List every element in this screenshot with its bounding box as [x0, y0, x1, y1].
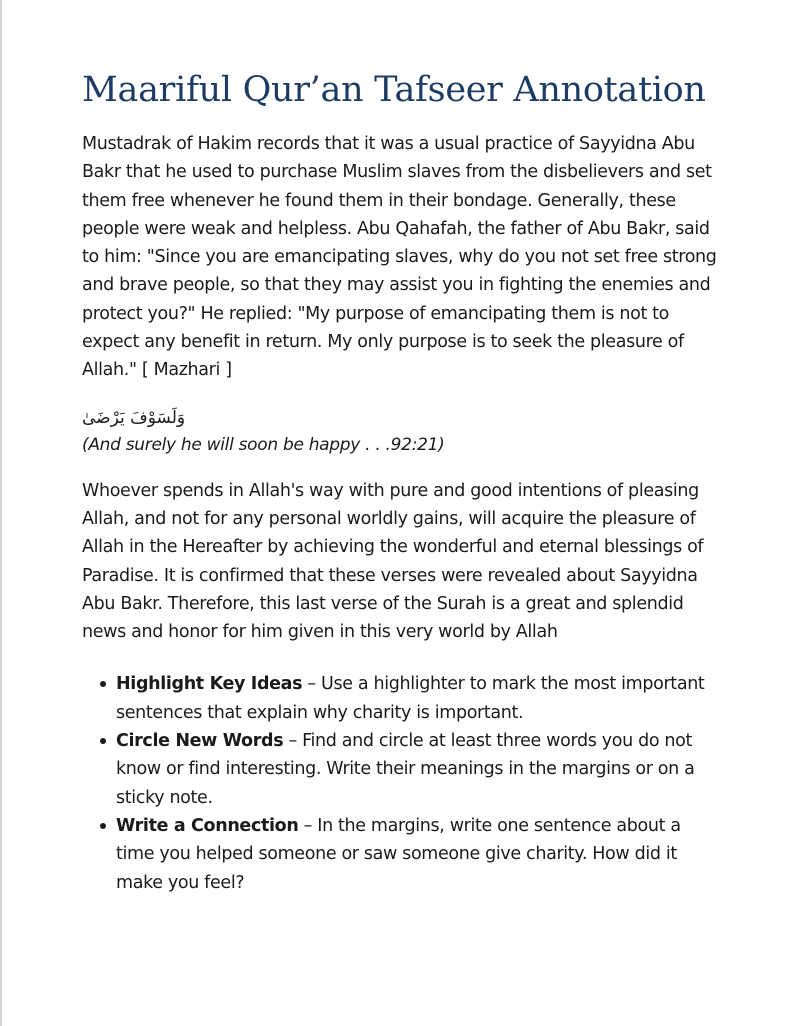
page-title: Maariful Qur’an Tafseer Annotation	[82, 70, 706, 110]
task-item-connection	[116, 812, 718, 897]
task-text: – Use a highlighter to mark the most important sentences that explain why charity is important.	[116, 674, 705, 723]
commentary-paragraph-1: Mustadrak of Hakim records that it was a usual practice of Sayyidna Abu Bakr that he used to purchase Muslim slaves from the disbelievers and set them free whenever he found them in their bondage. Generally, these people were weak and helpless. Abu Qahafah, the father of Abu Bakr, said to him: "Since you are emancipating slaves, why do you not set free strong and brave people, so that they may assist you in fighting the enemies and protect you?" He replied: "My purpose of emancipating them is not to expect any benefit in return. My only purpose is to seek the pleasure of Allah." [ Mazhari ]	[82, 134, 717, 381]
task-text: – Find and circle at least three words you do not know or find interesting. Write their meanings in the margins or on a sticky note.	[116, 731, 695, 808]
commentary-paragraph-2: Whoever spends in Allah's way with pure and good intentions of pleasing Allah, and not for any personal worldly gains, will acquire the pleasure of Allah in the Hereafter by achieving the wonderful and eternal blessings of Paradise. It is confirmed that these verses were revealed about Sayyidna Abu Bakr. Therefore, this last verse of the Surah is a great and splendid news and honor for him given in this very world by Allah	[82, 480, 704, 643]
page-edge	[0, 0, 2, 1026]
bullet-icon	[100, 738, 106, 744]
verse-translation: (And surely he will soon be happy . . .92:21)	[82, 434, 445, 455]
bullet-icon	[100, 681, 106, 687]
bullet-icon	[100, 823, 106, 829]
task-text: – In the margins, write one sentence about a time you helped someone or saw someone give charity. How did it make you feel?	[116, 815, 681, 893]
task-term: Highlight Key Ideas	[116, 674, 303, 695]
task-term: Circle New Words	[116, 731, 284, 752]
task-item-circle	[116, 727, 718, 812]
annotation-task-list	[82, 670, 718, 896]
document-page	[82, 60, 718, 897]
arabic-verse: وَلَسَوْفَ يَرْضَىٰ	[82, 407, 186, 428]
task-item-highlight	[116, 670, 718, 727]
task-term: Write a Connection	[116, 815, 299, 836]
